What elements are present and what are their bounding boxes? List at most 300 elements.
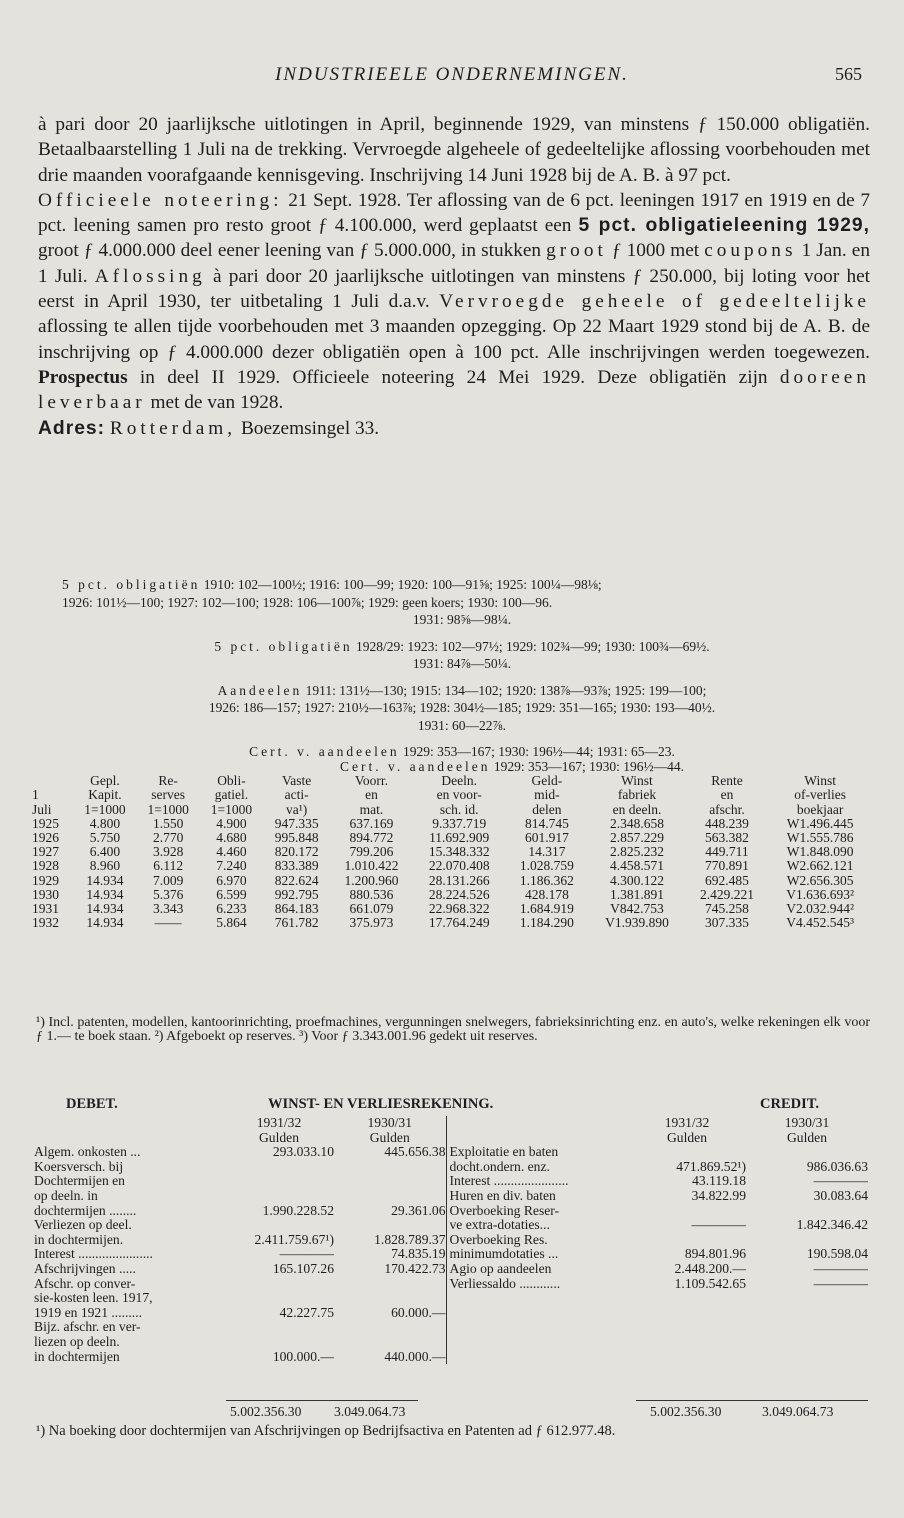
debit-amount: 440.000.— [384,1348,446,1364]
credit-item: docht.ondern. enz. [446,1160,628,1175]
statistics-cell: 2.770 [152,830,184,846]
column-header-row [34,1131,868,1146]
debit-amount: ———— [279,1246,334,1262]
quotation-label: Aandeelen [217,682,303,698]
text-run: à pari door 20 jaarlijksche uitlotingen in April, beginnende 1929, van minstens ƒ 150.000 obligatiën. Betaalbaarstelling 1 Juli na de trekking. Vervroegde algeheele of gedeeltelijke aflossing voorbehouden met drie maanden voorafgaande kennisgeving. Inschrijving 14 Juni 1928 bij de A. B. à 97 pct. [38,114,870,186]
statistics-header-row [32,788,872,802]
statistics-cell: 1.200.960 [344,872,399,888]
debit-amount [224,1320,334,1335]
statistics-cell: 4.460 [216,844,247,860]
profit-loss-account [34,1116,868,1364]
account-row [34,1277,868,1292]
debit-item: Bijz. afschr. en ver- [34,1319,141,1335]
debit-amount [224,1189,334,1204]
account-row [34,1247,868,1262]
credit-amount [746,1291,868,1306]
statistics-cell: 601.917 [524,830,569,846]
statistics-cell: 1.186.362 [519,872,574,888]
statistics-cell: 814.745 [524,815,569,831]
debit-item: Afschrijvingen ..... [34,1260,136,1276]
statistics-cell: 1931 [32,901,59,917]
statistics-header-cell: serves [151,787,186,803]
statistics-cell: 822.624 [274,872,319,888]
credit-amount [628,1204,746,1219]
statistics-cell: W1.496.445 [786,815,854,831]
statistics-row [32,859,872,873]
statistics-cell: 770.891 [705,858,749,874]
debit-amount [334,1160,446,1175]
credit-item [446,1291,628,1306]
page-number: 565 [835,64,862,84]
text-run: 1 Jan. en 1 Juli. [38,240,870,287]
text-run: ƒ 1000 met [606,240,705,262]
column-header: Gulden [258,1129,300,1145]
debit-amount [334,1320,446,1335]
statistics-header-cell: acti- [284,787,309,803]
statistics-cell: 7.240 [216,858,247,874]
statistics-cell: —— [154,915,182,931]
statistics-header-cell: va¹) [285,801,308,817]
statistics-header-cell: Winst [621,773,653,789]
account-row [34,1233,868,1248]
credit-amount [628,1233,746,1248]
statistics-cell: 375.973 [349,915,394,931]
statistics-cell: 11.692.909 [429,830,490,846]
statistics-header-cell: Rente [711,773,743,789]
credit-amount: 30.083.64 [813,1187,868,1203]
statistics-header-cell: en [720,787,734,803]
statistics-cell: 894.772 [349,830,394,846]
debit-item: dochtermijen ........ [34,1202,137,1218]
credit-amount: ———— [813,1275,868,1291]
statistics-cell: 449.711 [705,844,749,860]
statistics-header-row [32,774,872,788]
statistics-cell: 6.599 [216,886,247,902]
account-title: WINST- EN VERLIESREKENING. [268,1096,494,1112]
credit-item: Interest ...................... [446,1174,628,1189]
statistics-header-cell: Kapit. [88,787,122,803]
statistics-cell: 1.184.290 [519,915,574,931]
credit-amount [746,1204,868,1219]
debit-amount: 2.411.759.67¹) [254,1231,334,1247]
credit-amount: 2.448.200.— [674,1260,746,1276]
statistics-header-cell [32,774,73,788]
credit-amount: 34.822.99 [691,1187,746,1203]
statistics-cell: 14.934 [86,872,124,888]
credit-amount: 1.109.542.65 [674,1275,746,1291]
debit-amount: 445.656.38 [384,1144,446,1160]
address-street: Boezemsingel 33. [236,417,380,439]
statistics-cell: V1.939.890 [605,915,669,931]
statistics-cell: 17.764.249 [428,915,490,931]
statistics-cell: 2.348.658 [609,815,664,831]
debit-amount: 293.033.10 [272,1144,334,1160]
credit-amount [628,1350,746,1365]
statistics-cell: 7.009 [152,872,184,888]
statistics-header-cell: 1=1000 [84,801,126,817]
credit-amount: 894.801.96 [684,1246,746,1262]
statistics-header-cell: Re- [158,773,178,789]
credit-amount [628,1335,746,1350]
credit-item [446,1320,628,1335]
statistics-title-text: 1929: 353—167; 1930: 196½—44. [490,759,685,774]
account-row [34,1218,868,1233]
statistics-row [32,817,872,831]
statistics-row [32,874,872,888]
credit-amount [628,1291,746,1306]
statistics-cell: 661.079 [349,901,394,917]
statistics-cell: 4.680 [216,830,247,846]
paragraph [38,112,870,416]
statistics-cell: 3.928 [152,844,184,860]
statistics-row [32,831,872,845]
statistics-cell: 307.335 [705,915,749,931]
statistics-cell: 947.335 [274,815,319,831]
debit-item: in dochtermijen [34,1348,120,1364]
statistics-cell: 1926 [32,830,59,846]
emphasis-spaced: groot [546,240,607,262]
statistics-cell: 1927 [32,844,59,860]
debit-item: Koersversch. bij [34,1158,124,1174]
statistics-header-cell: sch. id. [439,801,479,817]
statistics-cell: 14.934 [86,886,124,902]
statistics-title [32,760,872,774]
credit-item: Exploitatie en baten [446,1145,628,1160]
profit-loss-table [34,1116,868,1364]
statistics-header-cell: of-verlies [794,787,846,803]
debit-item: Verliezen op deel. [34,1217,132,1233]
emphasis-spaced: Aflossing [94,265,206,287]
debit-amount: 42.227.75 [279,1304,334,1320]
debit-item: Interest ...................... [34,1246,153,1262]
debit-amount [224,1335,334,1350]
credit-amount [628,1320,746,1335]
text-run: met de van 1928. [145,392,284,414]
debit-item: liezen op deeln. [34,1333,120,1349]
statistics-row [32,845,872,859]
address-city: Rotterdam, [109,417,237,439]
price-quotations [62,576,862,770]
statistics-row [32,916,872,930]
debit-item: Dochtermijen en [34,1173,125,1189]
credit-total-1931: 5.002.356.30 [650,1404,722,1419]
debit-amount [224,1174,334,1189]
quotation-line: 1931: 84⅞—50¼. [412,656,512,671]
statistics-cell: 992.795 [274,886,319,902]
credit-item: Overboeking Res. [446,1233,628,1248]
emphasis-spaced: dooreen leverbaar [38,366,870,414]
statistics-cell: 833.389 [274,858,319,874]
quotation-block [62,576,862,629]
column-header: 1930/31 [367,1115,413,1130]
statistics-header-cell: fabriek [617,787,657,803]
debit-item: sie-kosten leen. 1917, [34,1290,153,1306]
emphasis-bold: 5 pct. obligatieleening 1929, [578,215,870,237]
statistics-cell: 4.800 [89,815,121,831]
statistics-header-cell: 1 [32,787,39,803]
account-row [34,1291,868,1306]
statistics-cell: 5.376 [152,886,184,902]
statistics-cell: 1929 [32,872,59,888]
account-row [34,1262,868,1277]
statistics-cell: 14.934 [86,901,124,917]
debit-amount: 74.835.19 [391,1246,446,1262]
quotation-block [62,682,862,735]
statistics-cell: 745.258 [705,901,749,917]
statistics-cell: 9.337.719 [432,815,487,831]
debit-amount [224,1160,334,1175]
statistics-header-cell: 1=1000 [147,801,189,817]
statistics-cell: 5.864 [216,915,247,931]
quotation-block [62,743,862,761]
statistics-header-cell: mid- [534,787,560,803]
credit-item [446,1335,628,1350]
statistics-header-cell: boekjaar [796,801,844,817]
credit-item [446,1306,628,1321]
statistics-cell: 22.070.408 [428,858,490,874]
statistics-cell: 880.536 [349,886,394,902]
footnotes [36,1016,870,1045]
credit-amount [746,1233,868,1248]
credit-amount: 190.598.04 [806,1246,868,1262]
statistics-cell: 1.684.919 [519,901,574,917]
account-row [34,1174,868,1189]
statistics-cell: 8.960 [89,858,121,874]
credit-item: ve extra-dotaties... [446,1218,628,1233]
account-row [34,1306,868,1321]
statistics-cell: 2.857.229 [609,830,664,846]
statistics-cell: 6.112 [153,858,184,874]
quotation-line: 1926: 186—157; 1927: 210½—163⅞; 1928: 304½—185; 1929: 351—165; 1930: 193—40½. [208,700,716,715]
debit-amount: 1.990.228.52 [262,1202,334,1218]
statistics-table [32,774,872,930]
quotation-line: 1911: 131½—130; 1915: 134—102; 1920: 138⅞—93⅞; 1925: 199—100; [302,682,707,698]
statistics-header-cell: Obli- [217,773,246,789]
statistics-cell: 761.782 [274,915,319,931]
credit-amount [746,1320,868,1335]
statistics-header-cell: en deeln. [612,801,662,817]
statistics-header-cell: mat. [359,801,384,817]
statistics-header-cell: Geld- [531,773,563,789]
credit-item [446,1350,628,1365]
credit-amount: ———— [691,1217,746,1233]
address-label: Adres: [38,417,106,439]
quotation-line: 1928/29: 1923: 102—97½; 1929: 102¾—99; 1930: 100¾—69½. [352,638,710,654]
debit-amount [334,1277,446,1292]
debit-total-1930: 3.049.064.73 [334,1404,406,1419]
statistics-cell: V4.452.545³ [786,915,855,931]
statistics-header-cell: gatiel. [214,787,249,803]
statistics-table-body [32,817,872,931]
debit-item: Algem. onkosten ... [34,1144,141,1160]
statistics-cell: W1.555.786 [786,830,854,846]
emphasis-spaced: Officieele noteering: [38,189,283,211]
column-header-row [34,1116,868,1131]
debit-amount: 29.361.06 [391,1202,446,1218]
statistics-cell: V2.032.944² [786,901,855,917]
running-header-title: INDUSTRIEELE ONDERNEMINGEN. [275,64,629,85]
quotation-line: 1926: 101½—100; 1927: 102—100; 1928: 106—100⅞; 1929: geen koers; 1930: 100—96. [62,594,553,610]
total-rule [636,1400,868,1401]
statistics-header-row [32,803,872,817]
quotation-line: 1931: 60—22⅞. [417,717,507,733]
debit-amount [224,1291,334,1306]
statistics-header-cell: en voor- [436,787,482,803]
quotation-line: 1931: 98⅝—98¼. [412,612,512,627]
credit-amount [746,1335,868,1350]
credit-amount [746,1350,868,1365]
credit-amount: 43.119.18 [692,1173,746,1189]
statistics-header-cell: Juli [32,801,52,817]
column-header: 1931/32 [256,1115,302,1130]
column-header: Gulden [369,1129,410,1145]
credit-amount: ———— [813,1173,868,1189]
statistics-cell: 428.178 [524,886,569,902]
debit-heading: DEBET. [66,1096,118,1112]
statistics-cell: W1.848.090 [786,844,854,860]
profit-loss-body [34,1145,868,1364]
credit-amount [628,1306,746,1321]
text-run: à pari door 20 jaarlijksche uitlotingen van minstens ƒ 250.000, bij loting voor het eerst in April 1930, ter uitbetaling 1 Juli d.a.v. [38,265,870,313]
statistics-cell: 692.485 [705,872,749,888]
column-header: 1930/31 [784,1115,830,1130]
credit-item: Huren en div. baten [446,1189,628,1204]
statistics-cell: W2.662.121 [786,858,854,874]
statistics-cell: 995.848 [274,830,319,846]
statistics-cell: 820.172 [274,844,319,860]
debit-amount: 165.107.26 [272,1260,334,1276]
debit-item: in dochtermijen. [34,1231,124,1247]
credit-amount [746,1306,868,1321]
column-header: Gulden [786,1129,828,1145]
account-row [34,1145,868,1160]
statistics-cell: 2.429.221 [699,886,754,902]
credit-heading: CREDIT. [760,1096,819,1112]
emphasis-bold: Prospectus [38,366,128,388]
debit-amount [334,1174,446,1189]
debit-item: Afschr. op conver- [34,1275,136,1291]
column-header: 1931/32 [664,1115,710,1130]
statistics-cell: 1928 [32,858,59,874]
statistics-cell: 2.825.232 [609,844,664,860]
statistics-cell: 864.183 [274,901,319,917]
statistics-cell: 448.239 [705,815,749,831]
statistics-cell: 28.131.266 [428,872,490,888]
statistics-cell: 3.343 [152,901,184,917]
statistics-cell: 14.934 [86,915,124,931]
total-rule [226,1400,418,1401]
statistics-cell: 28.224.526 [428,886,490,902]
statistics-cell: 1.550 [152,815,184,831]
statistics-header-cell: Vaste [282,773,312,789]
credit-amount [628,1145,746,1160]
statistics-cell: 1932 [32,915,59,931]
statistics-cell: 5.750 [89,830,121,846]
statistics-cell: 1.028.759 [519,858,574,874]
credit-amount: 986.036.63 [806,1158,868,1174]
debit-amount: 170.422.73 [384,1260,446,1276]
debit-amount [334,1189,446,1204]
debit-amount: 1.828.789.37 [374,1231,446,1247]
statistics-cell: V842.753 [610,901,664,917]
column-header: Gulden [666,1129,708,1145]
statistics-table-block [32,760,872,930]
statistics-header-cell: afschr. [709,801,745,817]
text-run: aflossing te allen tijde voorbehouden met 3 maanden opzegging. Op 22 Maart 1929 stond bij de A. B. de inschrijving op ƒ 4.000.000 dezer obligatiën open à 100 pct. Alle inschrijvingen werden toegewezen. [38,316,870,363]
account-row [34,1350,868,1365]
credit-item: Verliessaldo ............ [446,1277,628,1292]
account-row [34,1204,868,1219]
statistics-table-head [32,774,872,817]
statistics-cell: 14.317 [528,844,566,860]
statistics-cell: 6.970 [216,872,247,888]
body-text [38,112,870,441]
debit-amount: 60.000.— [391,1304,446,1320]
text-run: 21 Sept. 1928. Ter aflossing van de 6 pct. leeningen 1917 en 1919 en de 7 pct. leening samen pro resto groot ƒ 4.100.000, werd geplaatst een [38,189,870,237]
emphasis-spaced: Vervroegde geheele of gedeeltelijke [439,291,870,313]
statistics-header-cell: en [365,787,378,803]
statistics-cell: W2.656.305 [786,872,854,888]
credit-amount: 471.869.52¹) [676,1158,746,1174]
debit-amount [224,1277,334,1292]
statistics-cell: 4.300.122 [609,872,664,888]
statistics-cell: 6.400 [89,844,121,860]
statistics-cell: 6.233 [216,901,247,917]
footnote-text: ¹) Incl. patenten, modellen, kantoorinrichting, proefmachines, vergunningen snelwegers, fabrieksinrichting enz. en auto's, welke rekeningen elk voor ƒ 1.— te boek staan. ²) Afgeboekt op reserves. ³) Voor ƒ 3.343.001.96 gedekt uit reserves. [36,1015,870,1045]
statistics-cell: 637.169 [349,815,394,831]
statistics-cell: 4.458.571 [609,858,664,874]
debit-amount [334,1218,446,1233]
statistics-cell: 563.382 [705,830,749,846]
statistics-cell: 22.968.322 [428,901,490,917]
statistics-cell: 15.348.332 [428,844,490,860]
credit-amount: 1.842.346.42 [796,1217,868,1233]
text-run: in deel II 1929. Officieele noteering 24 Mei 1929. Deze obligatiën zijn [127,366,780,388]
debit-amount [334,1335,446,1350]
statistics-cell: V1.636.693² [786,886,855,902]
statistics-cell: 4.900 [216,815,247,831]
statistics-header-cell: Voorr. [354,773,389,789]
account-row [34,1335,868,1350]
statistics-cell: 1.010.422 [344,858,399,874]
credit-item: Agio op aandeelen [446,1262,628,1277]
quotation-line: 1910: 102—100½; 1916: 100—99; 1920: 100—91⅝; 1925: 100¼—98⅛; [200,577,602,592]
debit-amount [224,1218,334,1233]
emphasis-spaced: coupons [704,240,797,262]
statistics-header-cell: Deeln. [441,773,477,789]
statistics-header-cell: delen [532,801,562,817]
statistics-cell: 1930 [32,886,59,902]
statistics-cell: 1.381.891 [609,886,664,902]
quotation-block [62,638,862,673]
address-line [38,416,870,441]
credit-item: Overboeking Reser- [446,1204,628,1219]
debit-amount: 100.000.— [272,1348,334,1364]
debit-amount [334,1291,446,1306]
debit-item: op deeln. in [34,1187,98,1203]
statistics-cell: 799.206 [349,844,394,860]
footnote-text: ¹) Na boeking door dochtermijen van Afschrijvingen op Bedrijfsactiva en Patenten ad ƒ 612.977.48. [36,1423,616,1439]
account-footnote [36,1424,866,1439]
debit-total-1931: 5.002.356.30 [230,1404,302,1419]
statistics-cell: 1925 [32,815,59,831]
quotation-label: 5 pct. obligatiën [214,638,353,654]
statistics-title-label: Cert. v. aandeelen [339,759,491,774]
quotation-label: Cert. v. aandeelen [249,744,400,759]
quotation-line: 1929: 353—167; 1930: 196½—44; 1931: 65—23. [399,744,675,759]
quotation-label: 5 pct. obligatiën [62,577,201,592]
text-run: groot ƒ 4.000.000 deel eener leening van ƒ 5.000.000, in stukken [38,240,547,262]
